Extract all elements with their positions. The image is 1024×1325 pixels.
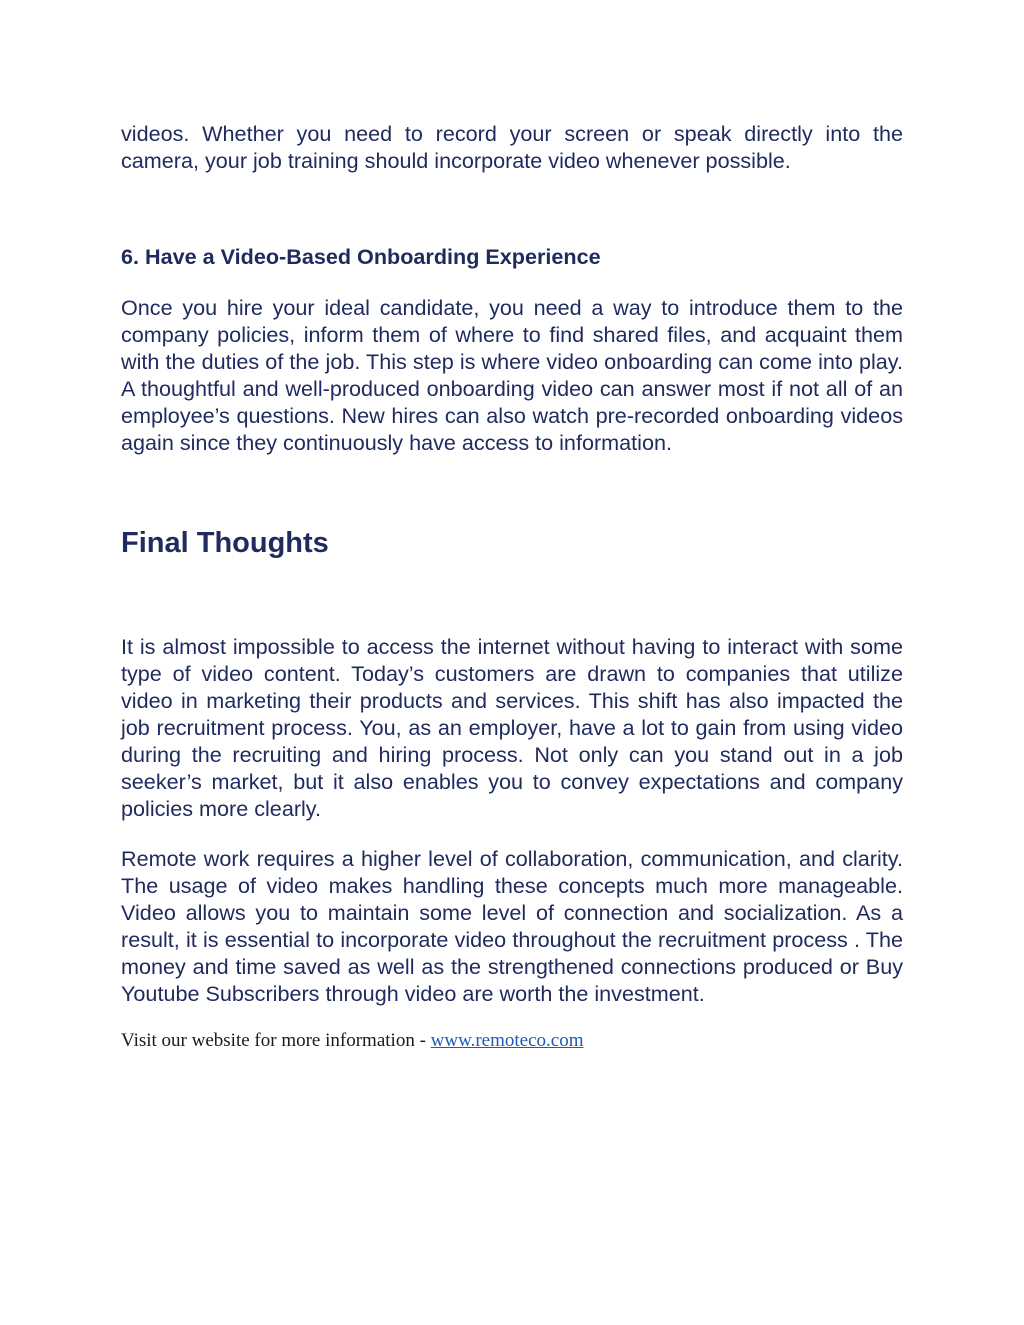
spacer — [121, 174, 903, 243]
visit-website-text: Visit our website for more information - — [121, 1030, 431, 1051]
intro-paragraph: videos. Whether you need to record your screen or speak directly into the camera, your job training should incorporate video whenever possible. — [121, 121, 903, 173]
visit-website-line — [121, 1029, 903, 1053]
spacer — [121, 822, 903, 845]
onboarding-paragraph: Once you hire your ideal candidate, you need a way to introduce them to the company policies, inform them of where to find shared files, and acquaint them with the duties of the job. This step is where video onboarding can come into play. A thoughtful and well-produced onboarding video can answer most if not all of an employee’s questions. New hires can also watch pre-recorded onboarding videos again since they continuously have access to information. — [121, 295, 903, 455]
spacer — [121, 270, 903, 294]
document-page — [121, 120, 903, 1053]
spacer — [121, 561, 903, 633]
final-paragraph-1: It is almost impossible to access the internet without having to interact with some type of video content. Today’s customers are drawn to companies that utilize video in marketing their products and services. This shift has also impacted the job recruitment process. You, as an employer, have a lot to gain from using video during the recruiting and hiring process. Not only can you stand out in a job seeker’s market, but it also enables you to convey expectations and company policies more clearly. — [121, 634, 903, 821]
section-heading-onboarding: 6. Have a Video-Based Onboarding Experience — [121, 244, 601, 269]
spacer — [121, 1007, 903, 1029]
final-thoughts-heading: Final Thoughts — [121, 527, 329, 559]
final-paragraph-2: Remote work requires a higher level of collaboration, communication, and clarity. The usage of video makes handling these concepts much more manageable. Video allows you to maintain some level of connection and socialization. As a result, it is essential to incorporate video throughout the recruitment process . The money and time saved as well as the strengthened connections produced or Buy Youtube Subscribers through video are worth the investment. — [121, 846, 903, 1006]
spacer — [121, 456, 903, 525]
website-link[interactable]: www.remoteco.com — [430, 1030, 584, 1051]
